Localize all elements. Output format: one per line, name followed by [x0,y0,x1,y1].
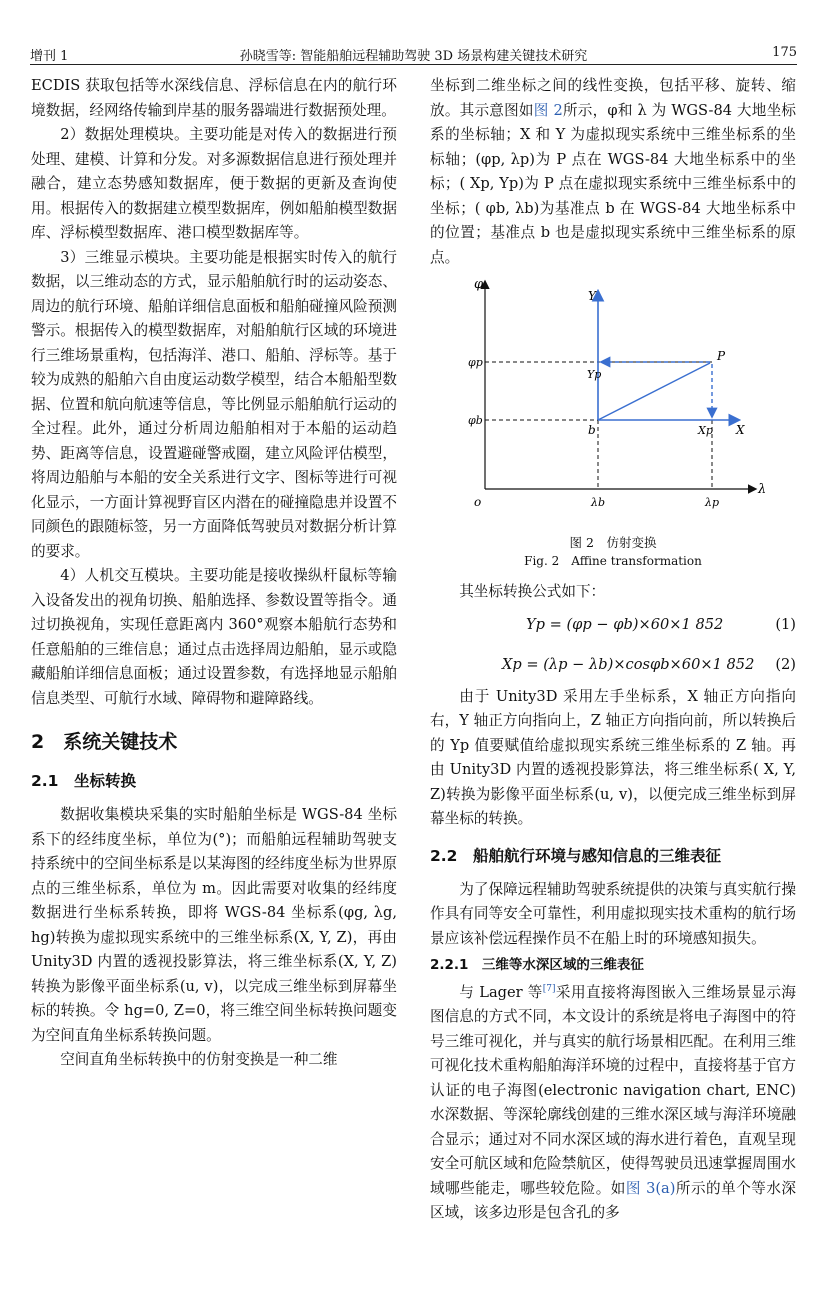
figure-caption-en: Fig. 2 Affine transformation [524,554,702,568]
page-number: 175 [772,45,797,60]
right-column [430,74,796,1226]
equation-number: (1) [775,615,796,633]
label-X: X [736,423,745,437]
b-to-p-line [598,363,710,420]
label-b: b [588,423,596,437]
paragraph: 数据收集模块采集的实时船舶坐标是 WGS-84 坐标系下的经纬度坐标，单位为(°)；而船舶远程辅助驾驶支持系统中的空间坐标系是以某海图的经纬度坐标为世界原点的三维坐标系，单位为 m。因此需要对收集的经纬度数据进行坐标系转换，即将 WGS-84 坐标系(φg, λg, hg)转换为虚拟现实系统中的三维坐标系(X, Y, Z)，再由 Unity3D 内置的透视投影算法，将三维坐标系(X, Y, Z)转换为影像平面坐标系(u, v)，以完成三维坐标到屏幕坐标的转换。令 hg=0, Z=0，将三维空间坐标转换问题变为空间直角坐标系转换问题。 [31,806,397,1044]
paragraph: 由于 Unity3D 采用左手坐标系，X 轴正方向指向右，Y 轴正方向指向上，Z 轴正方向指向前，所以转换后的 Yp 值要赋值给虚拟现实系统三维坐标系的 Z 轴。再由 Unity3D 内置的透视投影算法，将三维坐标系( X, Y, Z)转换为影像平面坐标系(u, v)，以便完成三维坐标到屏幕坐标的转换。 [430,687,796,827]
equation-body: Xp = (λp − λb)×cosφb×60×1 852 [502,655,755,673]
paragraph [430,74,796,270]
subsection-heading: 2.2 船舶航行环境与感知信息的三维表征 [430,846,721,865]
label-phi-p: φp [468,356,483,369]
figure-link[interactable]: 图 2 [533,101,563,119]
paragraph: 其坐标转换公式如下： [459,583,606,600]
label-Yp: Yp [587,368,602,381]
paragraph: 4）人机交互模块。主要功能是接收操纵杆鼠标等输入设备发出的视角切换、船舶选择、参数设置等指令。通过切换视角，实现任意距离内 360°观察本船航行态势和任意船舶的三维信息；通过点击选择周边船舶，显示或隐藏船舶详细信息面板；通过设置参数，有选择地显示船舶信息类型、可航行水域、障碍物和避障路线。 [31,567,397,707]
text-run: 坐标到二维坐标之间的线性变换，包括平移、旋转、缩放。其示意图如 [430,77,796,119]
subsubsection-heading: 2.2.1 三维等水深区域的三维表征 [430,957,644,973]
paragraph: 为了保障远程辅助驾驶系统提供的决策与真实航行操作具有同等安全可靠性，利用虚拟现实技术重构的航行场景应该补偿远程操作员不在船上时的环境感知损失。 [430,880,796,947]
text-run: 所示的单个等水深区域，该多边形是包含孔的多 [430,1179,796,1222]
paragraph: 3）三维显示模块。主要功能是根据实时传入的航行数据，以三维动态的方式，显示船舶航行时的运动姿态、周边的航行环境、船舶详细信息面板和船舶碰撞风险预测警示。根据传入的模型数据库，对船舶航行区域的环境进行三维场景重构，包括海洋、港口、船舶、浮标等。基于较为成熟的船舶六自由度运动数学模型，结合本船船型数据、位置和航向航速等信息，等比例显示船舶航行运动的全过程。此外，通过分析周边船舶相对于本船的运动趋势、距离等信息，设置避碰警戒圈，建立风险评估模型，将周边船舶与本船的安全关系进行文字、图标等进行可视化显示，一方面计算视野盲区内潜在的碰撞隐患并设置不同颜色的跟随标签，另一方面降低驾驶员对数据分析计算的要求。 [31,248,397,560]
paragraph [430,977,796,1226]
label-Y: Y [588,289,596,303]
text-run: 所示，φ和 λ 为 WGS-84 大地坐标系的坐标轴；X 和 Y 为虚拟现实系统中三维坐标系的坐标轴；(φp, λp)为 P 点在 WGS-84 大地坐标系中的坐标；( Xp, Yp)为 P 点在虚拟现实系统中三维坐标系中的坐标；( φb, λb)为基准点 b 在 WGS-84 大地坐标系中的位置；基准点 b 也是虚拟现实系统中三维坐标系的原点。 [430,101,796,266]
left-column [31,74,397,1073]
subsection-heading: 2.1 坐标转换 [31,772,136,790]
header-title: 孙晓雪等: 智能船舶远程辅助驾驶 3D 场景构建关键技术研究 [239,49,588,64]
label-phi: φ [474,277,484,292]
figure-link[interactable]: 图 3(a) [625,1179,676,1197]
equation-2 [430,645,796,685]
text-run: 与 Lager 等 [459,983,543,1001]
paragraph: 2）数据处理模块。主要功能是对传入的数据进行预处理、建模、计算和分发。对多源数据信息进行预处理并融合，建立态势感知数据库，便于数据的更新及查询使用。根据传入的数据建立模型数据库，例如船舶模型数据库、浮标模型数据库、港口模型数据库等。 [31,126,397,241]
label-lambda: λ [758,482,767,497]
label-Xp: Xp [698,424,713,437]
section-heading: 2 系统关键技术 [31,731,178,753]
equation-number: (2) [775,655,796,673]
running-header [30,42,797,65]
label-lambda-p: λp [705,496,720,509]
label-lambda-b: λb [591,496,606,509]
label-P: P [717,349,726,363]
figure-caption-cn: 图 2 仿射变换 [569,535,657,550]
paragraph: 空间直角坐标转换中的仿射变换是一种二维 [60,1051,338,1068]
figure-affine [430,274,796,534]
citation-link[interactable]: [7] [542,984,556,994]
text-run: 采用直接将海图嵌入三维场景显示海图信息的方式不同，本文设计的系统是将电子海图中的符号三维可视化，并与真实的航行场景相匹配。在利用三维可视化技术重构船舶海洋环境的过程中，直接将基于官方认证的电子海图(electronic navigation chart, ENC)水深数据、等深轮廓线创建的三维水深区域与海洋环境融合显示；通过对不同水深区域的海水进行着色，直观呈现安全可航区域和危险禁航区，使得驾驶员迅速掌握周围水域哪些能走，哪些较危险。如 [430,983,796,1197]
paragraph: ECDIS 获取包括等水深线信息、浮标信息在内的航行环境数据，经网络传输到岸基的服务器端进行数据预处理。 [31,77,397,119]
issue-label: 增刊 1 [30,49,69,64]
equation-body: Yp = (φp − φb)×60×1 852 [526,615,724,633]
label-origin: o [474,495,482,509]
affine-diagram [430,274,796,534]
label-phi-b: φb [468,414,483,427]
equation-1 [430,605,796,645]
